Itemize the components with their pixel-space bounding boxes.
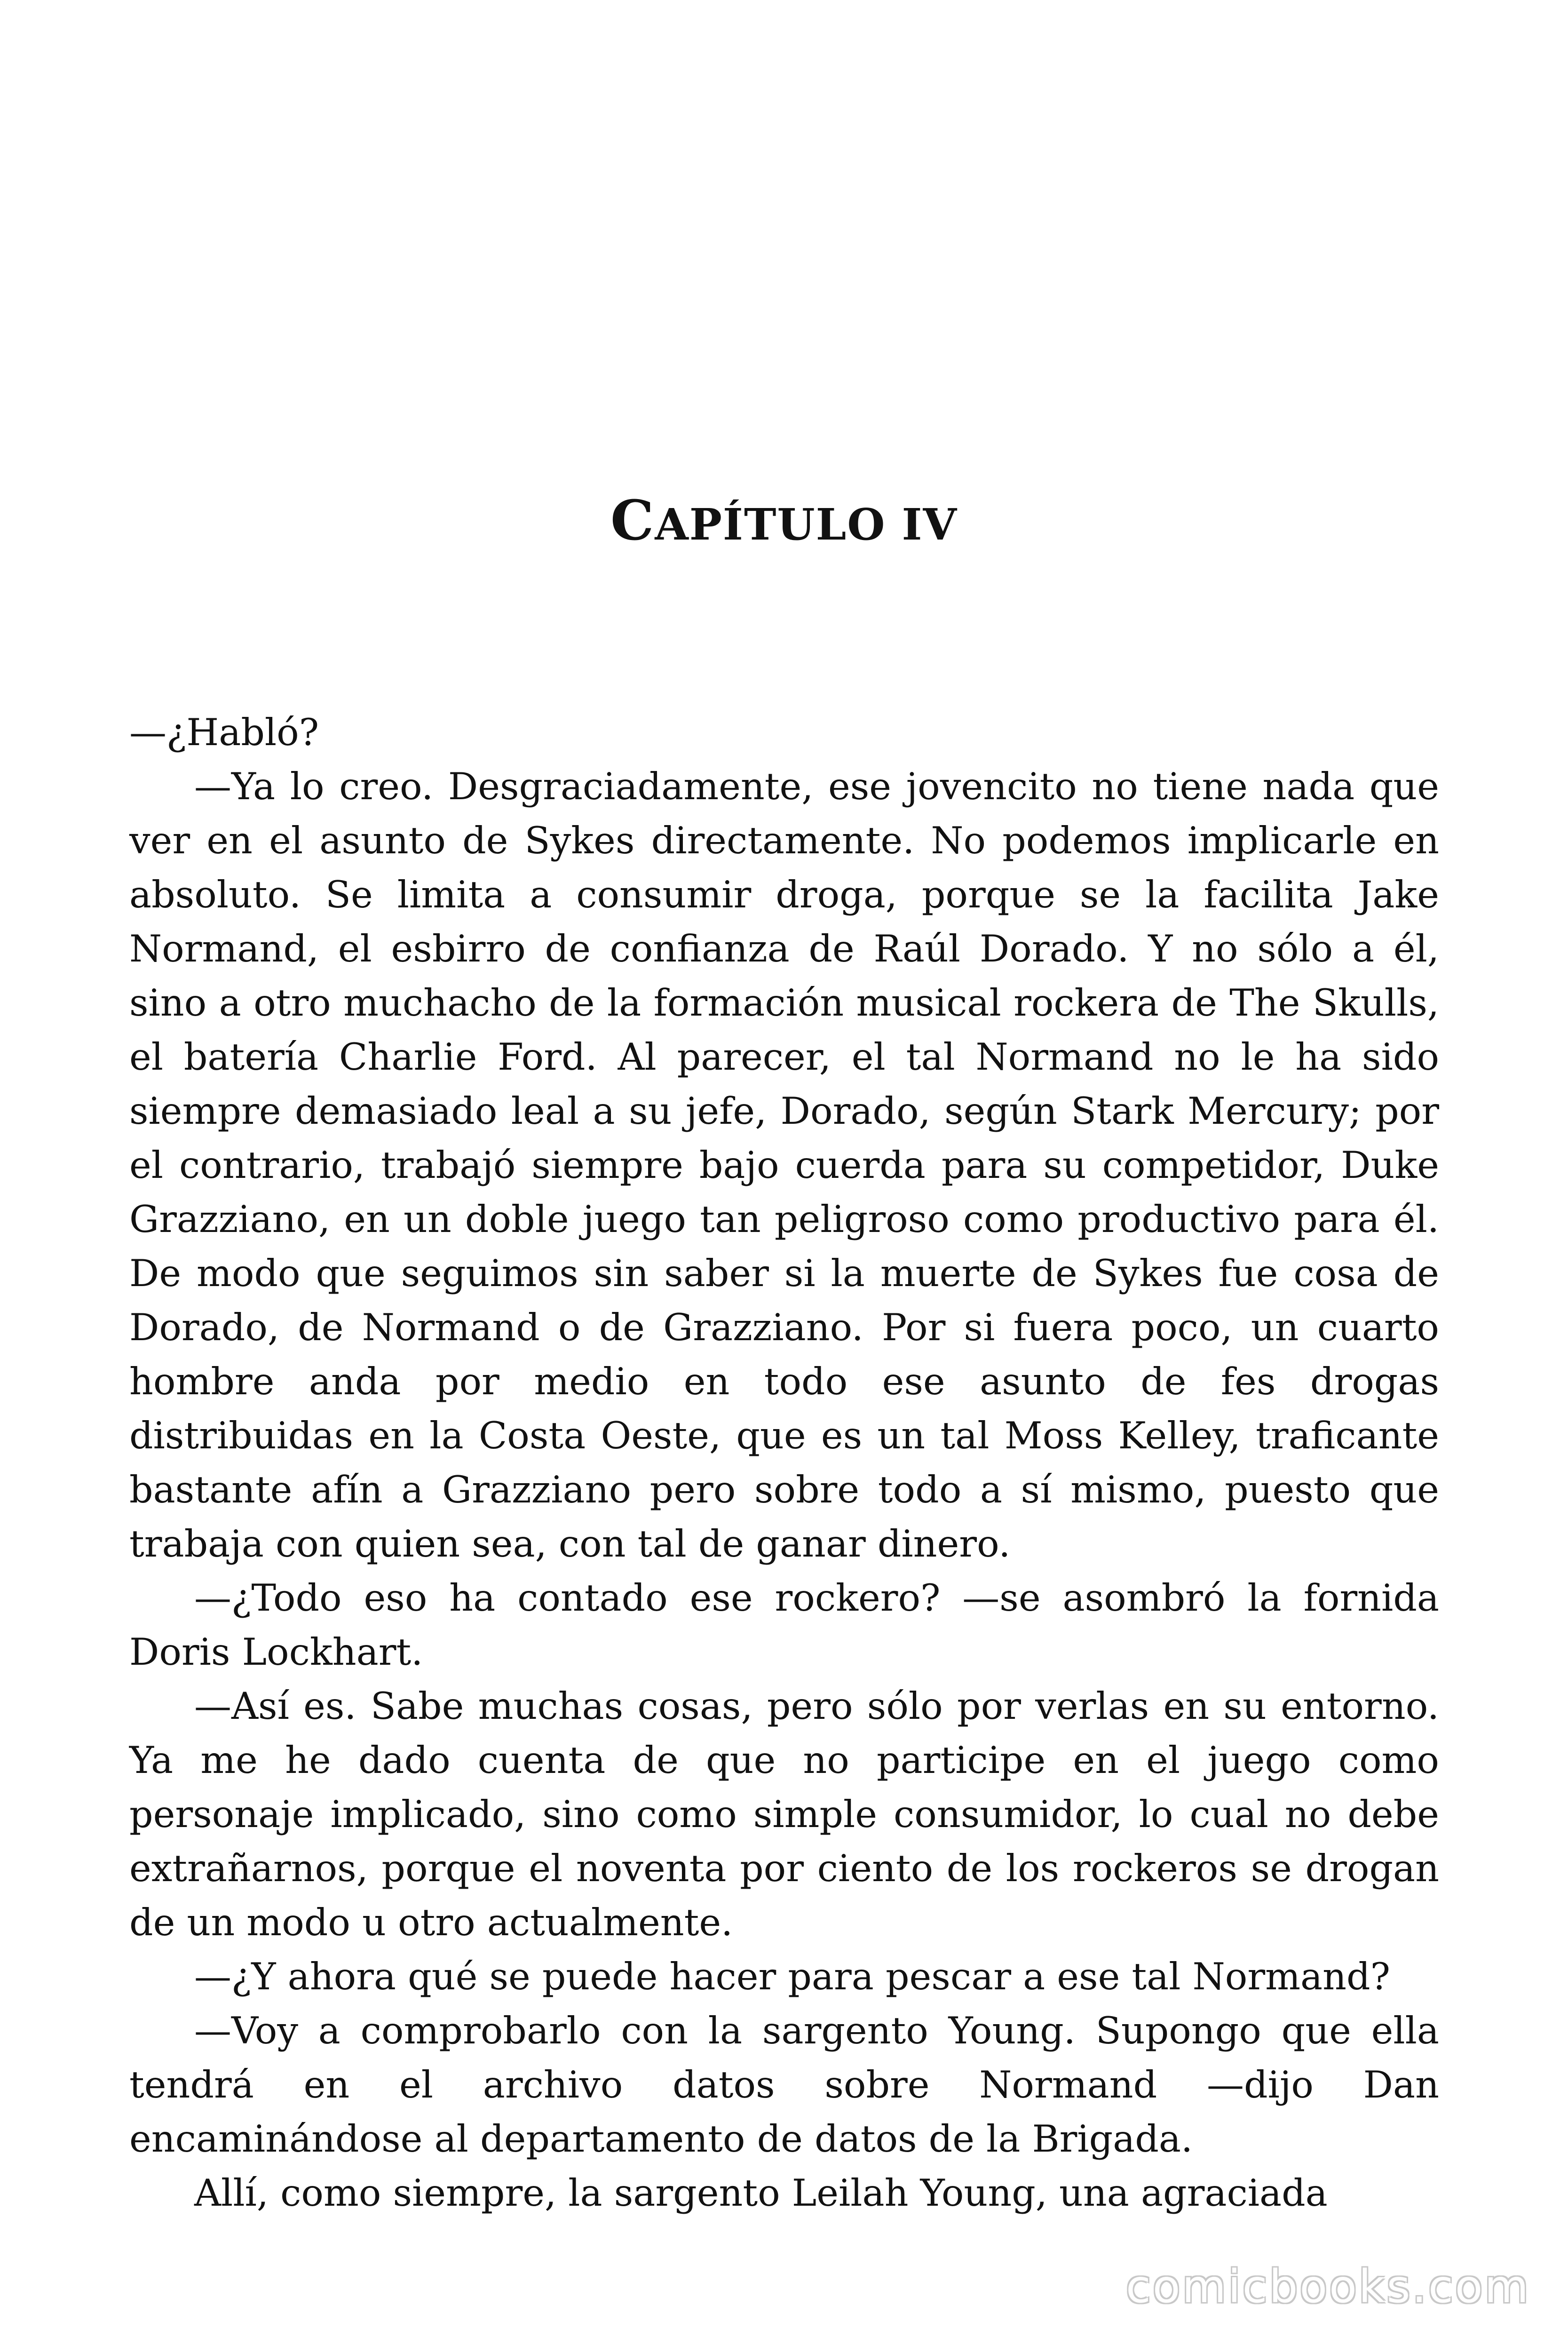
paragraph: —Ya lo creo. Desgraciadamente, ese jovencito no tiene nada que ver en el asunto de Sykes directamente. No podemos implicarle en absoluto. Se limita a consumir droga, porque se la facilita Jake Normand, el esbirro de confianza de Raúl Dorado. Y no sólo a él, sino a otro muchacho de la formación musical rockera de The Skulls, el batería Charlie Ford. Al parecer, el tal Normand no le ha sido siempre demasiado leal a su jefe, Dorado, según Stark Mercury; por el contrario, trabajó siempre bajo cuerda para su competidor, Duke Grazziano, en un doble juego tan peligroso como productivo para él. De modo que seguimos sin saber si la muerte de Sykes fue cosa de Dorado, de Normand o de Grazziano. Por si fuera poco, un cuarto hombre anda por medio en todo ese asunto de fes drogas distribuidas en la Costa Oeste, que es un tal Moss Kelley, traficante bastante afín a Grazziano pero sobre todo a sí mismo, puesto que trabaja con quien sea, con tal de ganar dinero. xyxy=(129,765,1439,1565)
paragraph: —¿Habló? xyxy=(129,711,319,754)
chapter-title xyxy=(0,488,1568,554)
paragraph: —¿Y ahora qué se puede hacer para pescar a ese tal Normand? xyxy=(194,1955,1390,1998)
paragraph: —Voy a comprobarlo con la sargento Young. Supongo que ella tendrá en el archivo datos sobre Normand —dijo Dan encaminándose al departamento de datos de la Brigada. xyxy=(129,2009,1439,2161)
chapter-body xyxy=(129,706,1439,2220)
chapter-title-initial: C xyxy=(610,488,655,553)
paragraph: —Así es. Sabe muchas cosas, pero sólo por verlas en su entorno. Ya me he dado cuenta de que no participe en el juego como personaje implicado, sino como simple consumidor, lo cual no debe extrañarnos, porque el noventa por ciento de los rockeros se drogan de un modo u otro actualmente. xyxy=(129,1685,1439,1944)
paragraph: Allí, como siempre, la sargento Leilah Young, una agraciada xyxy=(194,2171,1328,2215)
watermark-logo: comicbooks.com xyxy=(1125,2260,1530,2313)
paragraph: —¿Todo eso ha contado ese rockero? —se asombró la fornida Doris Lockhart. xyxy=(129,1576,1439,1674)
chapter-title-rest: APÍTULO IV xyxy=(655,499,958,550)
